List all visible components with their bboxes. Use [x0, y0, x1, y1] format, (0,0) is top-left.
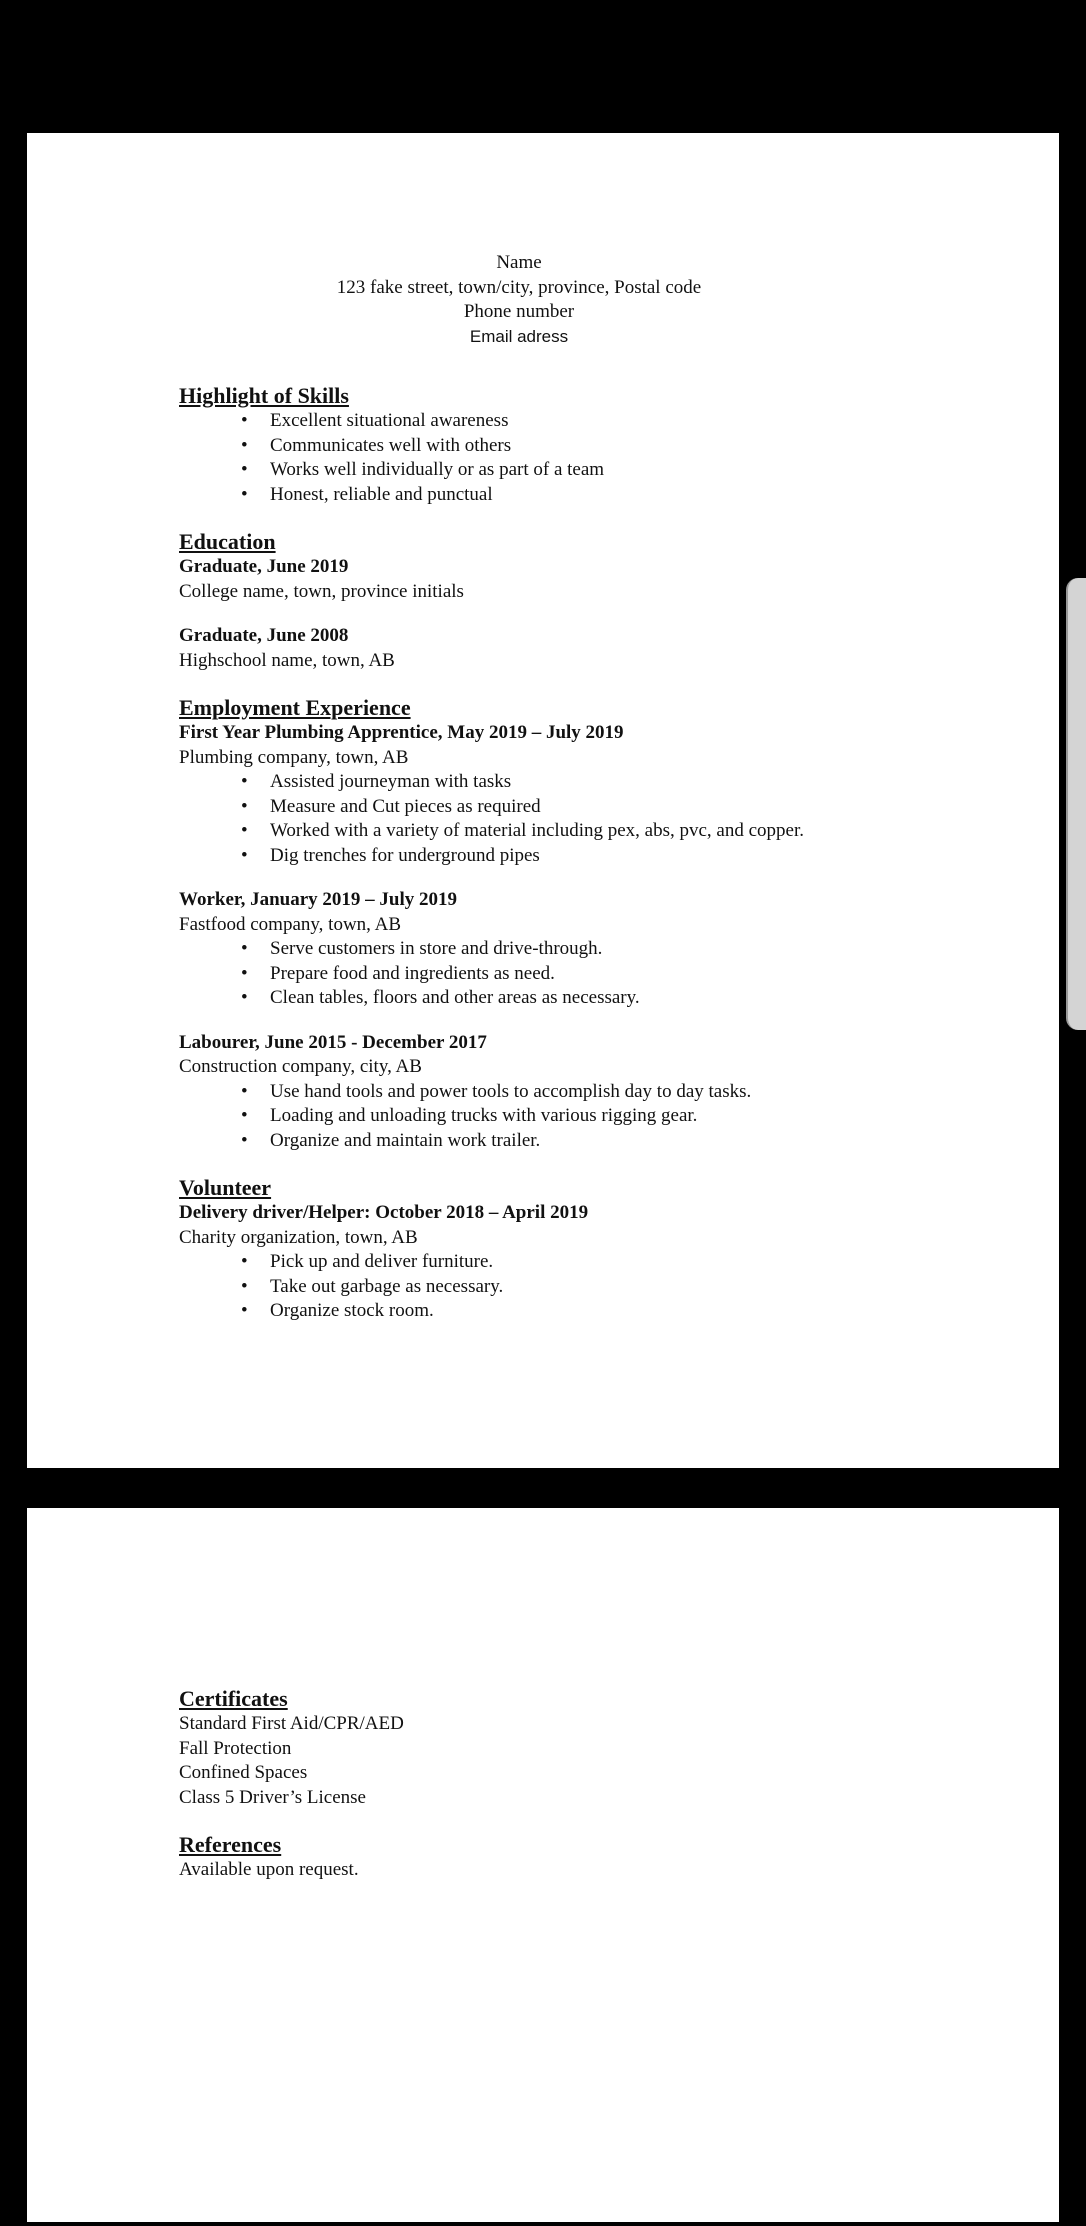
job-duty: • Assisted journeyman with tasks: [179, 770, 939, 795]
job-heading: Worker, January 2019 – July 2019: [179, 889, 457, 910]
education-entry-detail: Highschool name, town, AB: [179, 649, 395, 671]
certificate-item: Standard First Aid/CPR/AED: [179, 1713, 404, 1734]
contact-phone: Phone number: [463, 301, 575, 322]
volunteer-duty: • Take out garbage as necessary.: [179, 1275, 939, 1300]
references-heading: References: [179, 1832, 282, 1857]
skill-item: • Works well individually or as part of a team: [179, 458, 939, 483]
volunteer-organization: Charity organization, town, AB: [179, 1226, 418, 1248]
certificates-heading: Certificates: [179, 1686, 288, 1711]
skill-item: • Excellent situational awareness: [179, 409, 939, 434]
job-duty: • Organize and maintain work trailer.: [179, 1129, 939, 1154]
resume-page-2: [27, 1508, 1059, 2222]
job-duty: • Prepare food and ingredients as need.: [179, 962, 939, 987]
volunteer-heading: Volunteer: [179, 1175, 272, 1200]
page-1-content: [179, 251, 939, 1324]
contact-name: Name: [496, 252, 542, 273]
job-duty: • Worked with a variety of material including pex, abs, pvc, and copper.: [179, 819, 939, 844]
contact-address: 123 fake street, town/city, province, Postal code: [336, 276, 702, 298]
skills-heading: Highlight of Skills: [179, 383, 349, 408]
contact-email: Email adress: [469, 326, 569, 346]
volunteer-duty: • Organize stock room.: [179, 1299, 939, 1324]
education-heading: Education: [179, 529, 276, 554]
references-text: Available upon request.: [179, 1859, 359, 1880]
job-company: Plumbing company, town, AB: [179, 746, 409, 768]
volunteer-role-heading: Delivery driver/Helper: October 2018 – April 2019: [179, 1202, 589, 1223]
job-duties-list: [179, 937, 939, 1011]
certificate-item: Confined Spaces: [179, 1762, 308, 1783]
side-scroll-tab[interactable]: [1066, 578, 1086, 1030]
education-entry-detail: College name, town, province initials: [179, 580, 464, 602]
job-duty: • Clean tables, floors and other areas as necessary.: [179, 986, 939, 1011]
job-duty: • Loading and unloading trucks with various rigging gear.: [179, 1104, 939, 1129]
resume-page-1: [27, 133, 1059, 1468]
job-duty: • Serve customers in store and drive-through.: [179, 937, 939, 962]
job-company: Construction company, city, AB: [179, 1056, 422, 1077]
skill-item: • Honest, reliable and punctual: [179, 483, 939, 508]
skill-item: • Communicates well with others: [179, 434, 939, 459]
contact-block: [139, 251, 899, 349]
job-heading: Labourer, June 2015 - December 2017: [179, 1031, 487, 1053]
skills-list: [179, 409, 939, 507]
job-company: Fastfood company, town, AB: [179, 913, 402, 935]
employment-heading: Employment Experience: [179, 695, 411, 720]
job-heading: First Year Plumbing Apprentice, May 2019 – July 2019: [179, 722, 624, 743]
job-duty: • Use hand tools and power tools to accomplish day to day tasks.: [179, 1080, 939, 1105]
volunteer-duty: • Pick up and deliver furniture.: [179, 1250, 939, 1275]
volunteer-duties-list: [179, 1250, 939, 1324]
page-2-content: [179, 1686, 939, 1883]
job-duties-list: [179, 770, 939, 868]
education-entry-heading: Graduate, June 2008: [179, 625, 349, 646]
job-duty: • Dig trenches for underground pipes: [179, 844, 939, 869]
certificate-item: Class 5 Driver’s License: [179, 1786, 366, 1808]
job-duties-list: [179, 1080, 939, 1154]
education-entry-heading: Graduate, June 2019: [179, 556, 349, 577]
certificate-item: Fall Protection: [179, 1737, 292, 1759]
job-duty: • Measure and Cut pieces as required: [179, 795, 939, 820]
